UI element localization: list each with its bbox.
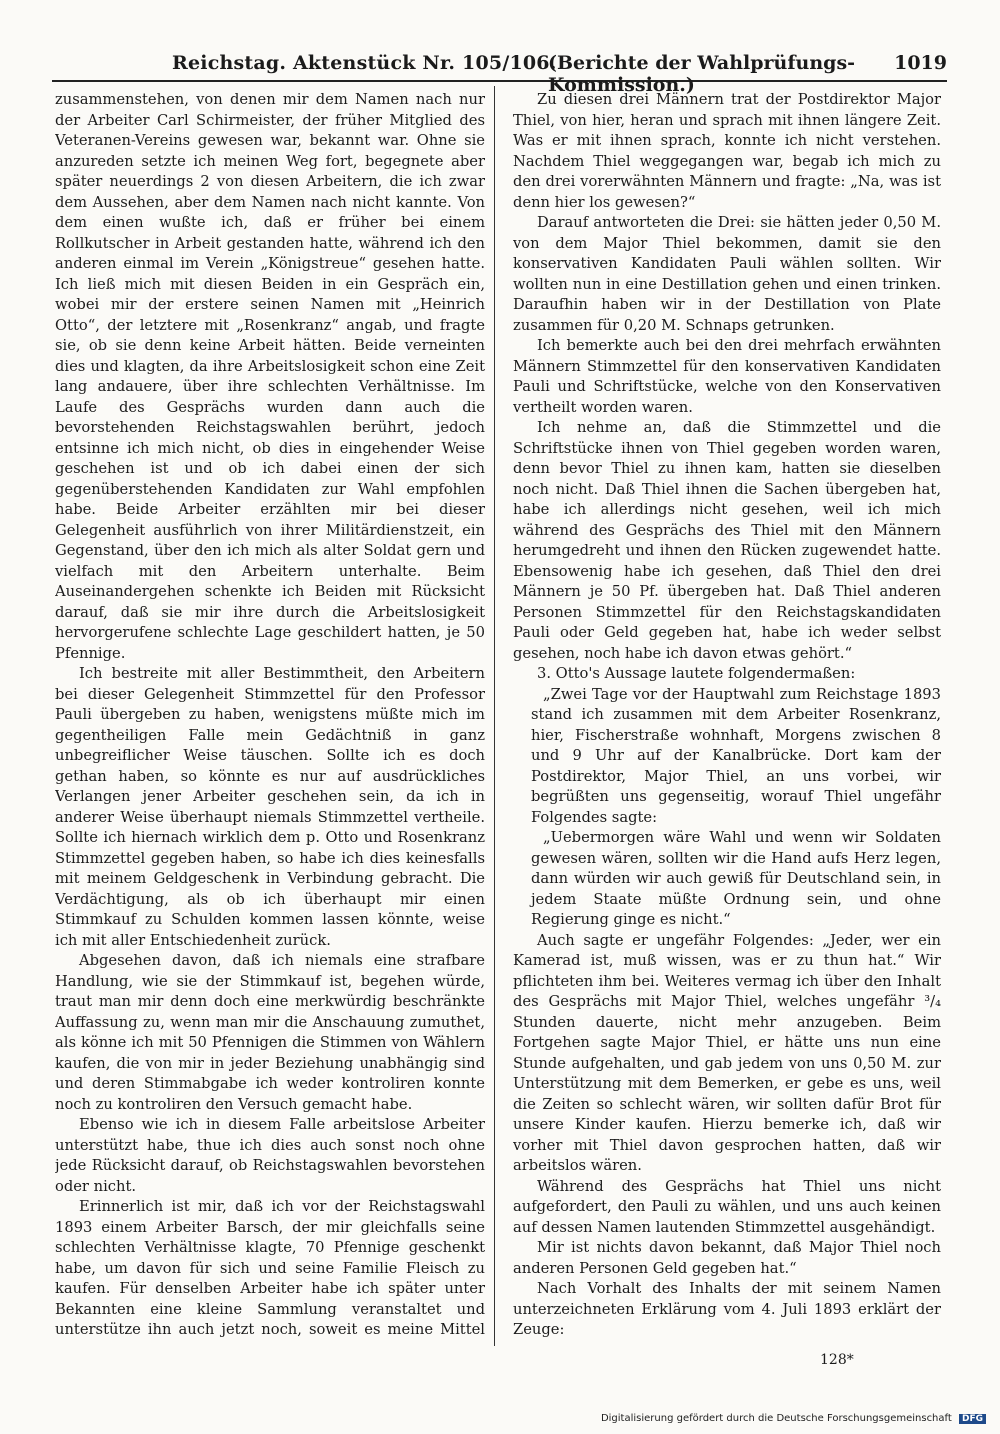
running-header	[52, 50, 947, 96]
quoted-paragraph: „Zwei Tage vor der Hauptwahl zum Reichstage 1893 stand ich zusammen mit dem Arbeiter Rosenkranz, hier, Fischerstraße wohnhaft, Morgens zwischen 8 und 9 Uhr auf der Kanalbrücke. Dort kam der Postdirektor, Major Thiel, an uns vorbei, wir begrüßten uns gegenseitig, worauf Thiel ungefähr Folgendes sagte:	[531, 685, 941, 826]
right-column	[513, 90, 941, 1340]
left-column	[55, 90, 485, 1340]
paragraph: Darauf antworteten die Drei: sie hätten jeder 0,50 M. von dem Major Thiel bekommen, damit sie den konservativen Kandidaten Pauli wählen sollten. Wir wollten nun in eine Destillation gehen und einen trinken. Daraufhin haben wir in der Destillation von Plate zusammen für 0,20 M. Schnaps getrunken.	[513, 214, 941, 334]
paragraph: Nach Vorhalt des Inhalts der mit seinem Namen unterzeichneten Erklärung vom 4. Juli 1893 erklärt der Zeuge:	[513, 1280, 941, 1338]
footer-text: Digitalisierung gefördert durch die Deutsche Forschungsgemeinschaft	[600, 1413, 952, 1424]
paragraph: Ich nehme an, daß die Stimmzettel und die Schriftstücke ihnen von Thiel gegeben worden waren, denn bevor Thiel zu ihnen kam, hatten sie dieselben noch nicht. Daß Thiel ihnen die Sachen übergeben hat, habe ich allerdings nicht gesehen, weil ich mich während des Gesprächs des Thiel mit den Männern herumgedreht und ihnen den Rücken zugewendet hatte. Ebensowenig habe ich gesehen, daß Thiel den drei Männern je 50 Pf. übergeben hat. Daß Thiel anderen Personen Stimmzettel für den Reichstagskandidaten Pauli oder Geld gegeben hat, habe ich weder selbst gesehen, noch habe ich davon etwas gehört.“	[513, 419, 941, 662]
quoted-paragraph: „Uebermorgen wäre Wahl und wenn wir Soldaten gewesen wären, sollten wir die Hand aufs Herz legen, dann würden wir auch gewiß für Deutschland sein, in jedem Staate müßte Ordnung sein, und ohne Regierung ginge es nicht.“	[531, 829, 941, 928]
paragraph: Abgesehen davon, daß ich niemals eine strafbare Handlung, wie sie der Stimmkauf ist, begehen würde, traut man mir denn doch eine merkwürdig beschränkte Auffassung zu, wenn man mir die Anschauung zumuthet, als könne ich mit 50 Pfennigen die Stimmen von Wählern kaufen, die von mir in jeder Beziehung unabhängig sind und deren Stimmabgabe ich weder kontroliren konnte noch zu kontroliren den Versuch gemacht habe.	[55, 952, 485, 1113]
paragraph: Erinnerlich ist mir, daß ich vor der Reichstagswahl 1893 einem Arbeiter Barsch, der mir gleichfalls seine schlechten Verhältnisse klagte, 70 Pfennige geschenkt habe, um davon für sich und seine Familie Fleisch zu kaufen. Für denselben Arbeiter habe ich später unter Bekannten eine kleine Sammlung veranstaltet und unterstütze ihn auch jetzt noch, soweit es meine Mittel	[55, 1198, 485, 1338]
paragraph: Ich bemerkte auch bei den drei mehrfach erwähnten Männern Stimmzettel für den konservativen Kandidaten Pauli und Schriftstücke, welche von den Konservativen vertheilt worden waren.	[513, 337, 941, 416]
paragraph: Mir ist nichts davon bekannt, daß Major Thiel noch anderen Personen Geld gegeben hat.“	[513, 1239, 941, 1277]
column-divider	[494, 86, 495, 1346]
page-number: 1019	[894, 52, 947, 74]
header-subtitle: (Berichte der Wahlprüfungs-Kommission.)	[548, 52, 856, 96]
paragraph: zusammenstehen, von denen mir dem Namen nach nur der Arbeiter Carl Schirmeister, der früher Mitglied des Veteranen-Vereins gewesen war, bekannt war. Ohne sie anzureden setzte ich meinen Weg fort, begegnete aber später neuerdings 2 von diesen Arbeitern, die ich zwar dem Aussehen, aber dem Namen nach nicht kannte. Von dem einen wußte ich, daß er früher bei einem Rollkutscher in Arbeit gestanden hatte, während ich den anderen einmal im Verein „Königstreue“ gesehen hatte. Ich ließ mich mit diesen Beiden in ein Gespräch ein, wobei mir der erstere seinen Namen mit „Heinrich Otto“, der letztere mit „Rosenkranz“ angab, und fragte sie, ob sie denn keine Arbeit hätten. Beide verneinten dies und klagten, da ihre Arbeitslosigkeit schon eine Zeit lang andauere, über ihre schlechten Verhältnisse. Im Laufe des Gesprächs wurden dann auch die bevorstehenden Reichstagswahlen berührt, jedoch entsinne ich mich nicht, ob dies in eingehender Weise geschehen ist und ob ich dabei einen der sich gegenüberstehenden Kandidaten zur Wahl empfohlen habe. Beide Arbeiter erzählten mir bei dieser Gelegenheit ausführlich von ihrer Militärdienstzeit, ein Gegenstand, über den ich mich als alter Soldat gern und vielfach mit den Arbeitern unterhalte. Beim Auseinandergehen schenkte ich Beiden mit Rücksicht darauf, daß sie mir ihre durch die Arbeitslosigkeit hervorgerufene schlechte Lage geschildert hatten, je 50 Pfennige.	[55, 91, 485, 662]
dfg-logo: DFG	[959, 1414, 986, 1424]
signature-mark: 128*	[820, 1352, 854, 1368]
header-title: Reichstag. Aktenstück Nr. 105/106.	[172, 52, 557, 74]
paragraph: Auch sagte er ungefähr Folgendes: „Jeder, wer ein Kamerad ist, muß wissen, was er zu thun hat.“ Wir pflichteten ihm bei. Weiteres vermag ich über den Inhalt des Gesprächs mit Major Thiel, welches ungefähr ³/₄ Stunden dauerte, nicht mehr anzugeben. Beim Fortgehen sagte Major Thiel, er hätte uns nun eine Stunde aufgehalten, und gab jedem von uns 0,50 M. zur Unterstützung mit dem Bemerken, er gebe es uns, weil die Zeiten so schlecht wären, wir sollten dafür Brot für unsere Kinder kaufen. Hierzu bemerke ich, daß wir vorher mit Thiel davon gesprochen hatten, daß wir arbeitslos wären.	[513, 931, 941, 1174]
paragraph: Ebenso wie ich in diesem Falle arbeitslose Arbeiter unterstützt habe, thue ich dies auch sonst noch ohne jede Rücksicht darauf, ob Reichstagswahlen bevorstehen oder nicht.	[55, 1116, 485, 1195]
paragraph: Zu diesen drei Männern trat der Postdirektor Major Thiel, von hier, heran und sprach mit ihnen längere Zeit. Was er mit ihnen sprach, konnte ich nicht verstehen. Nachdem Thiel weggegangen war, begab ich mich zu den drei vorerwähnten Männern und fragte: „Na, was ist denn hier los gewesen?“	[513, 91, 941, 211]
paragraph: Ich bestreite mit aller Bestimmtheit, den Arbeitern bei dieser Gelegenheit Stimmzettel für den Professor Pauli übergeben zu haben, wenigstens müßte mich im gegentheiligen Falle mein Gedächtniß in ganz unbegreiflicher Weise täuschen. Sollte ich es doch gethan haben, so könnte es nur auf ausdrückliches Verlangen jener Arbeiter geschehen sein, da ich in anderer Weise überhaupt niemals Stimmzettel vertheile. Sollte ich hiernach wirklich dem p. Otto und Rosenkranz Stimmzettel gegeben haben, so habe ich dies keinesfalls mit meinem Geldgeschenk in Verbindung gebracht. Die Verdächtigung, als ob ich überhaupt mir einen Stimmkauf zu Schulden kommen lassen könnte, weise ich mit aller Entschiedenheit zurück.	[55, 665, 485, 949]
section-heading: 3. Otto's Aussage lautete folgendermaßen:	[537, 665, 856, 682]
paragraph: Während des Gesprächs hat Thiel uns nicht aufgefordert, den Pauli zu wählen, und uns auch keinen auf dessen Namen lautenden Stimmzettel ausgehändigt.	[513, 1177, 941, 1236]
footer	[601, 1413, 986, 1424]
